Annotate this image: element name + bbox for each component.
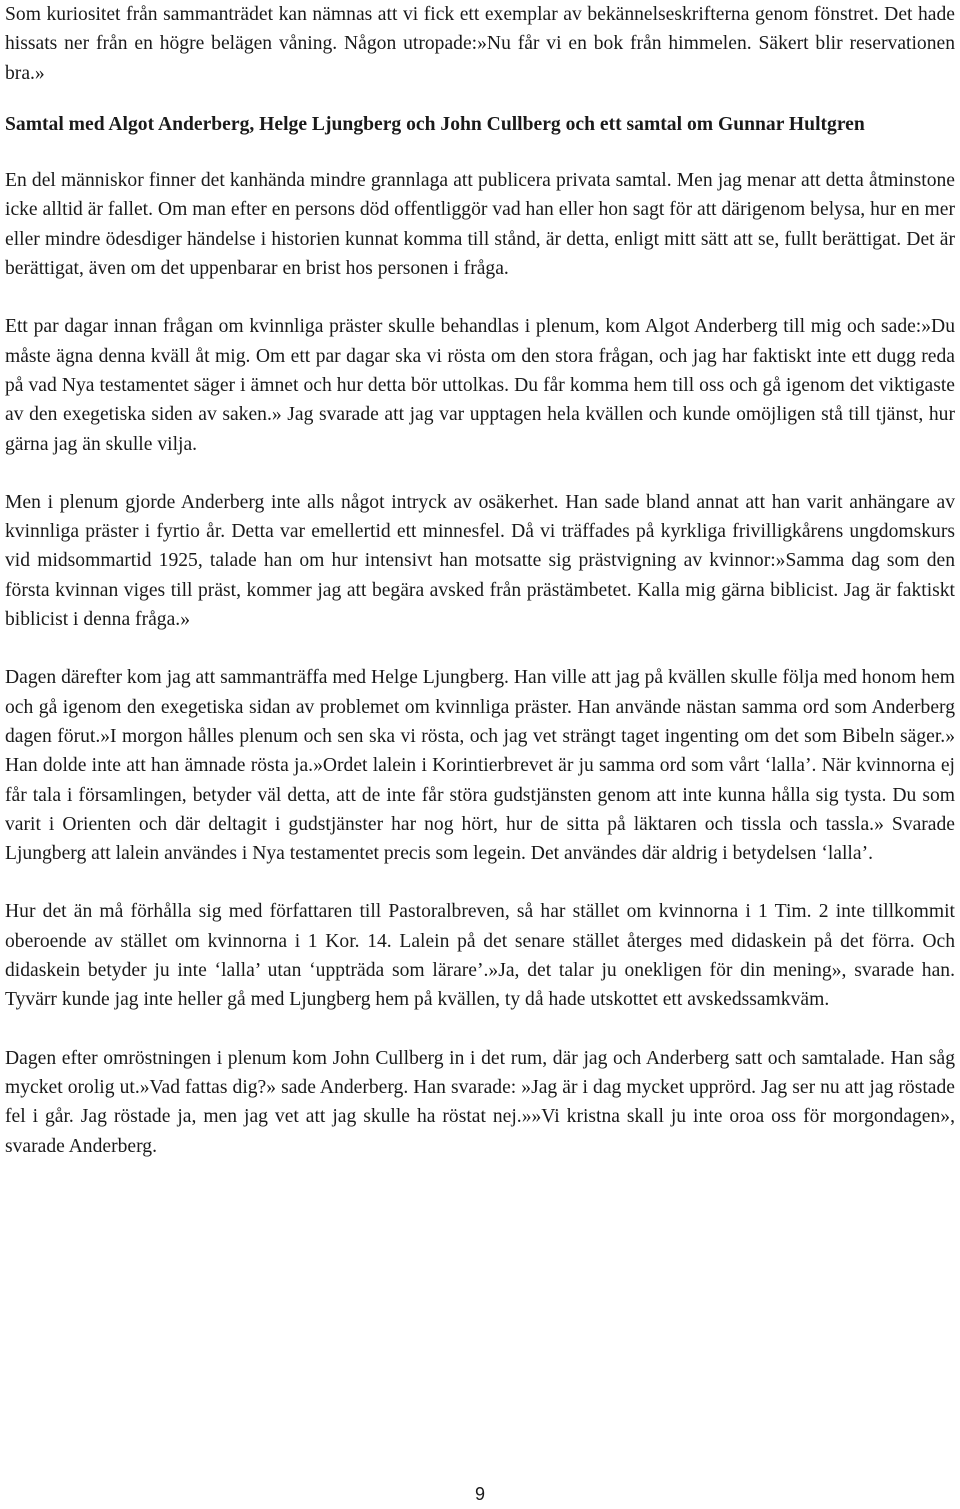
page-number: 9 xyxy=(474,1484,485,1504)
section-heading: Samtal med Algot Anderberg, Helge Ljungberg och John Cullberg och ett samtal om Gunnar Hultgren xyxy=(5,113,865,135)
body-paragraph-1: En del människor finner det kanhända mindre grannlaga att publicera privata samtal. Men jag menar att detta åtminstone icke alltid är fallet. Om man efter en persons död offentliggör vad han eller hon sagt för att därigenom belysa, hur en mer eller mindre ödesdiger händelse i historien kunnat komma till stånd, är detta, enligt mitt sätt att se, fullt berättigat. Det är berättigat, även om det uppenbarar en brist hos personen i fråga. xyxy=(5,170,955,280)
body-paragraph-4: Dagen därefter kom jag att sammanträffa med Helge Ljungberg. Han ville att jag på kvällen skulle följa med honom hem och gå igenom den exegetiska sidan av problemet om kvinnliga präster. Han använde nästan samma ord som Anderberg dagen förut.»I morgon hålles plenum och sen ska vi rösta, och jag vet strängt taget ingenting om det som Bibeln säger.» Han dolde inte att han ämnade rösta ja.»Ordet lalein i Korintierbrevet är ju samma ord som vårt ‘lalla’. När kvinnorna ej får tala i församlingen, betyder väl detta, att de inte får störa gudstjänsten genom att inte kunna hålla sig tysta. Du som varit i Orienten och där deltagit i gudstjänster har nog hört, hur de sitta på läktaren och tissla och tassla.» Svarade Ljungberg att lalein användes i Nya testamentet precis som legein. Det användes där aldrig i betydelsen ‘lalla’. xyxy=(5,667,955,865)
body-paragraph-6: Dagen efter omröstningen i plenum kom John Cullberg in i det rum, där jag och Anderberg satt och samtalade. Han såg mycket orolig ut.»Vad fattas dig?» sade Anderberg. Han svarade: »Jag är i dag mycket upprörd. Jag ser nu att jag röstade fel i går. Jag röstade ja, men jag vet att jag skulle ha röstat nej.»»Vi kristna skall ju inte oroa oss för morgondagen», svarade Anderberg. xyxy=(5,1047,955,1157)
document-page xyxy=(5,0,955,1161)
body-paragraph-5: Hur det än må förhålla sig med författaren till Pastoralbreven, så har stället om kvinnorna i 1 Tim. 2 inte tillkommit oberoende av stället om kvinnorna i 1 Kor. 14. Lalein på det senare stället återges med didaskein på det förra. Och didaskein betyder ju inte ‘lalla’ utan ‘uppträda som lärare’.»Ja, det talar ju onekligen för din mening», svarade han. Tyvärr kunde jag inte heller gå med Ljungberg hem på kvällen, ty då hade utskottet ett avskedssamkväm. xyxy=(5,901,955,1011)
body-paragraph-2: Ett par dagar innan frågan om kvinnliga präster skulle behandlas i plenum, kom Algot Anderberg till mig och sade:»Du måste ägna denna kväll åt mig. Om ett par dagar ska vi rösta om den stora frågan, och jag har faktiskt inte ett dugg reda på vad Nya testamentet säger i ämnet och hur detta bör uttolkas. Du får komma hem till oss och gå igenom det viktigaste av den exegetiska siden av saken.» Jag svarade att jag var upptagen hela kvällen och kunde omöjligen stå till tjänst, hur gärna jag än skulle vilja. xyxy=(5,316,955,455)
intro-paragraph: Som kuriositet från sammanträdet kan nämnas att vi fick ett exemplar av bekännelseskrifterna genom fönstret. Det hade hissats ner från en högre belägen våning. Någon utropade:»Nu får vi en bok från himmelen. Säkert blir reservationen bra.» xyxy=(5,4,955,84)
body-paragraph-3: Men i plenum gjorde Anderberg inte alls något intryck av osäkerhet. Han sade bland annat att han varit anhängare av kvinnliga präster i fyrtio år. Detta var emellertid ett minnesfel. Då vi träffades på kyrkliga frivilligkårens ungdomskurs vid midsommartid 1925, talade han om hur intensivt han motsatte sig prästvigning av kvinnor:»Samma dag som den första kvinnan viges till präst, kommer jag att begära avsked från prästämbetet. Kalla mig gärna biblicist. Jag är faktiskt biblicist i denna fråga.» xyxy=(5,491,955,631)
